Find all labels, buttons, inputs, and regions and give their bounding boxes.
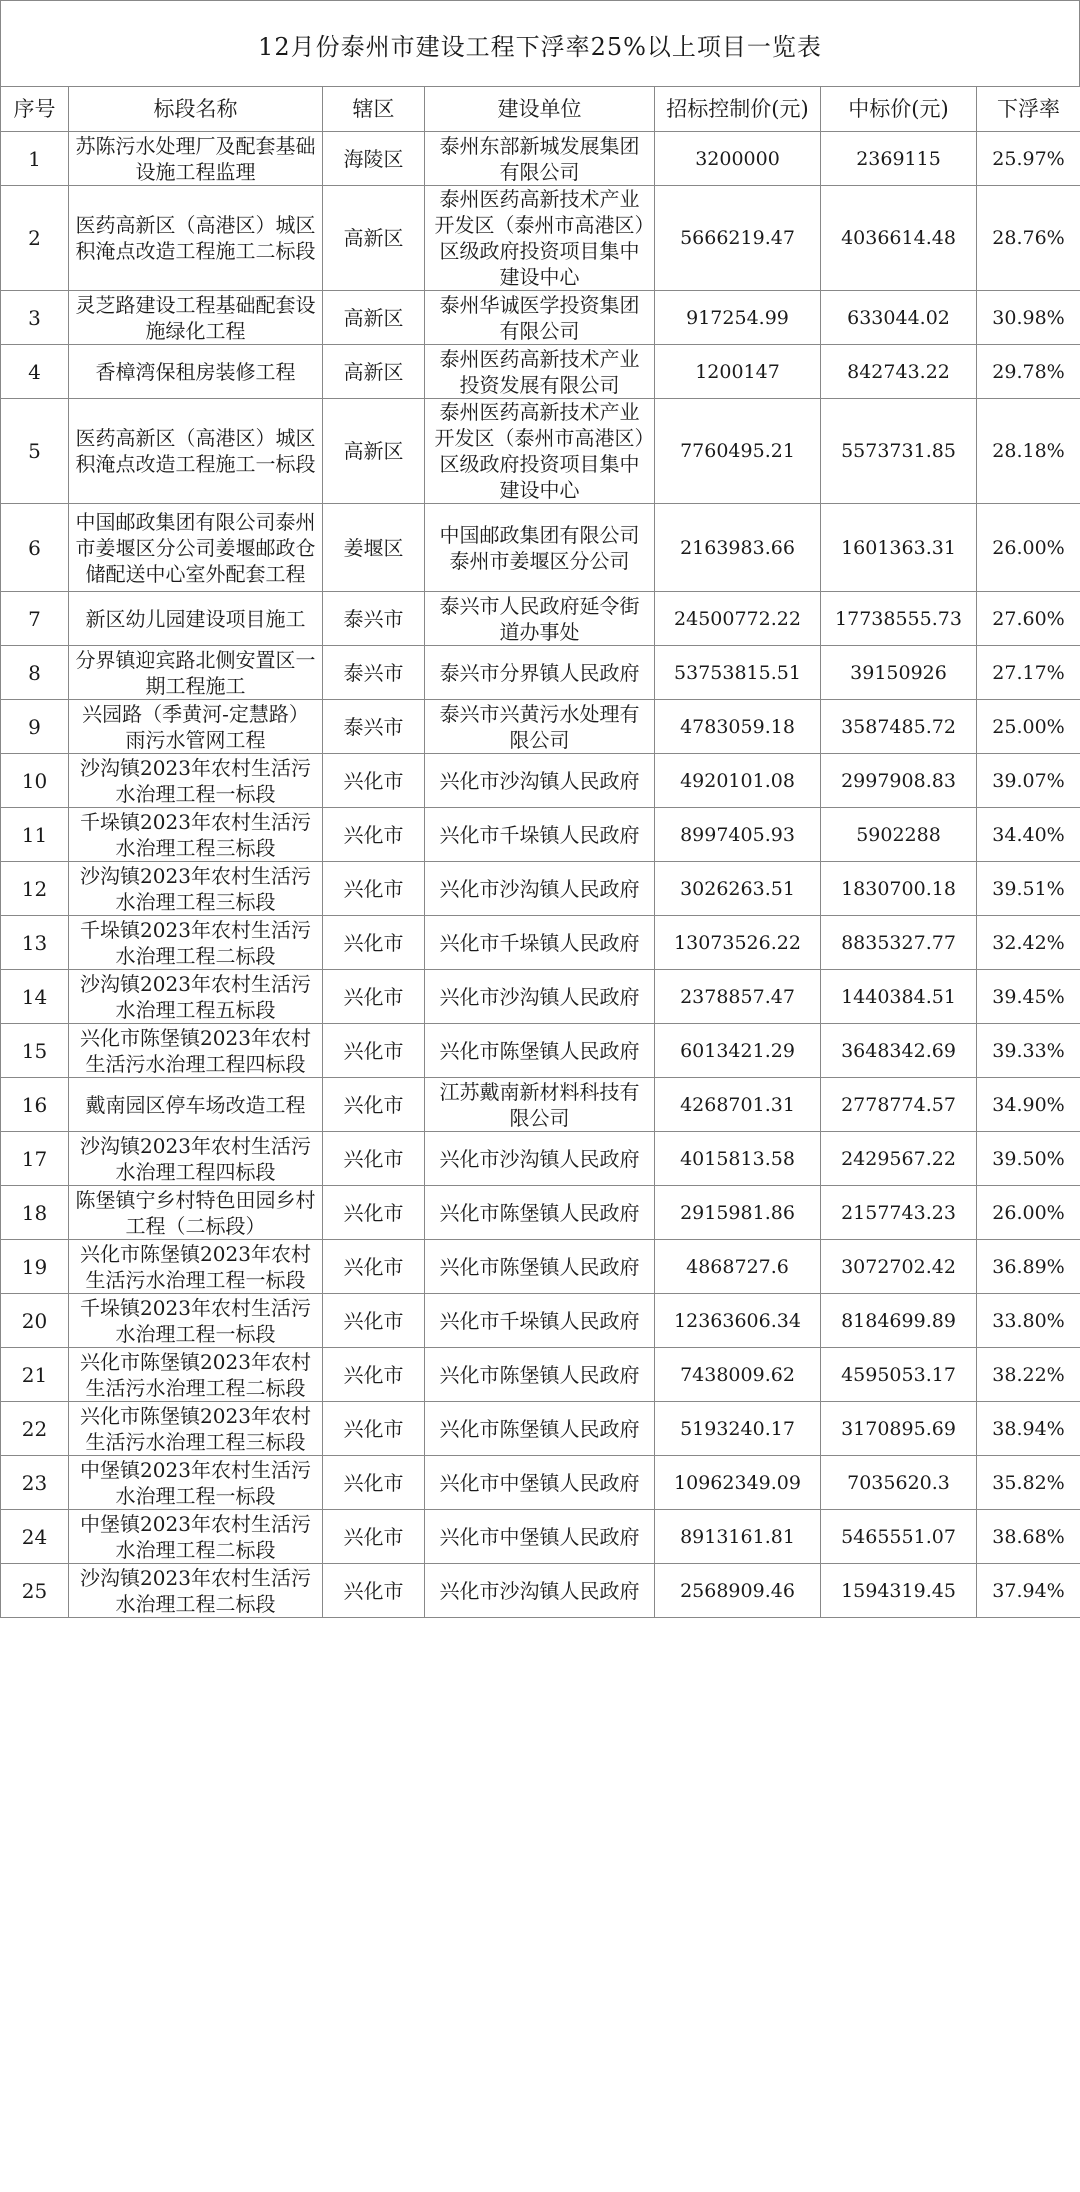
cell-rate: 39.50% xyxy=(977,1132,1080,1186)
cell-district: 兴化市 xyxy=(323,1510,425,1564)
cell-rate: 33.80% xyxy=(977,1294,1080,1348)
header-district: 辖区 xyxy=(323,87,425,132)
cell-district: 兴化市 xyxy=(323,1456,425,1510)
cell-builder: 兴化市沙沟镇人民政府 xyxy=(425,754,655,808)
table-row xyxy=(1,291,1080,345)
cell-control-price: 24500772.22 xyxy=(655,592,821,646)
cell-no: 25 xyxy=(1,1564,69,1618)
cell-name: 兴化市陈堡镇2023年农村生活污水治理工程三标段 xyxy=(69,1402,323,1456)
cell-builder: 兴化市沙沟镇人民政府 xyxy=(425,862,655,916)
cell-builder: 兴化市千垛镇人民政府 xyxy=(425,808,655,862)
cell-no: 7 xyxy=(1,592,69,646)
cell-rate: 28.76% xyxy=(977,186,1080,291)
cell-control-price: 8913161.81 xyxy=(655,1510,821,1564)
cell-no: 6 xyxy=(1,504,69,592)
cell-builder: 泰州东部新城发展集团有限公司 xyxy=(425,132,655,186)
cell-name: 中国邮政集团有限公司泰州市姜堰区分公司姜堰邮政仓储配送中心室外配套工程 xyxy=(69,504,323,592)
cell-control-price: 3026263.51 xyxy=(655,862,821,916)
cell-name: 灵芝路建设工程基础配套设施绿化工程 xyxy=(69,291,323,345)
table-row xyxy=(1,862,1080,916)
header-name: 标段名称 xyxy=(69,87,323,132)
cell-name: 苏陈污水处理厂及配套基础设施工程监理 xyxy=(69,132,323,186)
cell-control-price: 6013421.29 xyxy=(655,1024,821,1078)
header-builder: 建设单位 xyxy=(425,87,655,132)
cell-no: 19 xyxy=(1,1240,69,1294)
cell-bid-price: 1440384.51 xyxy=(821,970,977,1024)
cell-control-price: 5193240.17 xyxy=(655,1402,821,1456)
cell-no: 17 xyxy=(1,1132,69,1186)
cell-district: 姜堰区 xyxy=(323,504,425,592)
cell-control-price: 4015813.58 xyxy=(655,1132,821,1186)
cell-builder: 泰兴市兴黄污水处理有限公司 xyxy=(425,700,655,754)
cell-rate: 27.60% xyxy=(977,592,1080,646)
cell-no: 3 xyxy=(1,291,69,345)
projects-table xyxy=(0,86,1080,1618)
cell-name: 中堡镇2023年农村生活污水治理工程一标段 xyxy=(69,1456,323,1510)
cell-name: 千垛镇2023年农村生活污水治理工程一标段 xyxy=(69,1294,323,1348)
cell-builder: 兴化市千垛镇人民政府 xyxy=(425,916,655,970)
cell-builder: 泰州华诚医学投资集团有限公司 xyxy=(425,291,655,345)
cell-control-price: 7438009.62 xyxy=(655,1348,821,1402)
cell-name: 医药高新区（高港区）城区积淹点改造工程施工二标段 xyxy=(69,186,323,291)
cell-bid-price: 2429567.22 xyxy=(821,1132,977,1186)
cell-district: 兴化市 xyxy=(323,862,425,916)
cell-name: 沙沟镇2023年农村生活污水治理工程一标段 xyxy=(69,754,323,808)
cell-control-price: 8997405.93 xyxy=(655,808,821,862)
cell-rate: 32.42% xyxy=(977,916,1080,970)
cell-no: 12 xyxy=(1,862,69,916)
cell-rate: 39.51% xyxy=(977,862,1080,916)
cell-name: 沙沟镇2023年农村生活污水治理工程四标段 xyxy=(69,1132,323,1186)
cell-builder: 兴化市陈堡镇人民政府 xyxy=(425,1024,655,1078)
cell-no: 2 xyxy=(1,186,69,291)
table-row xyxy=(1,504,1080,592)
cell-builder: 兴化市沙沟镇人民政府 xyxy=(425,970,655,1024)
cell-name: 兴化市陈堡镇2023年农村生活污水治理工程二标段 xyxy=(69,1348,323,1402)
table-row xyxy=(1,399,1080,504)
cell-rate: 26.00% xyxy=(977,1186,1080,1240)
table-row xyxy=(1,916,1080,970)
cell-district: 兴化市 xyxy=(323,1132,425,1186)
cell-bid-price: 2997908.83 xyxy=(821,754,977,808)
cell-name: 沙沟镇2023年农村生活污水治理工程五标段 xyxy=(69,970,323,1024)
cell-control-price: 10962349.09 xyxy=(655,1456,821,1510)
cell-control-price: 3200000 xyxy=(655,132,821,186)
cell-district: 兴化市 xyxy=(323,1294,425,1348)
cell-no: 1 xyxy=(1,132,69,186)
cell-builder: 兴化市中堡镇人民政府 xyxy=(425,1456,655,1510)
cell-no: 23 xyxy=(1,1456,69,1510)
cell-bid-price: 39150926 xyxy=(821,646,977,700)
cell-bid-price: 17738555.73 xyxy=(821,592,977,646)
cell-bid-price: 633044.02 xyxy=(821,291,977,345)
cell-bid-price: 8184699.89 xyxy=(821,1294,977,1348)
header-row xyxy=(1,87,1080,132)
cell-district: 兴化市 xyxy=(323,808,425,862)
cell-district: 兴化市 xyxy=(323,1348,425,1402)
cell-district: 海陵区 xyxy=(323,132,425,186)
cell-rate: 38.68% xyxy=(977,1510,1080,1564)
table-row xyxy=(1,1564,1080,1618)
cell-district: 兴化市 xyxy=(323,1186,425,1240)
cell-bid-price: 5573731.85 xyxy=(821,399,977,504)
cell-no: 4 xyxy=(1,345,69,399)
header-control-price: 招标控制价(元) xyxy=(655,87,821,132)
cell-rate: 27.17% xyxy=(977,646,1080,700)
cell-name: 戴南园区停车场改造工程 xyxy=(69,1078,323,1132)
table-row xyxy=(1,132,1080,186)
cell-district: 泰兴市 xyxy=(323,592,425,646)
cell-name: 医药高新区（高港区）城区积淹点改造工程施工一标段 xyxy=(69,399,323,504)
cell-rate: 26.00% xyxy=(977,504,1080,592)
cell-control-price: 4783059.18 xyxy=(655,700,821,754)
cell-no: 10 xyxy=(1,754,69,808)
cell-name: 中堡镇2023年农村生活污水治理工程二标段 xyxy=(69,1510,323,1564)
cell-rate: 36.89% xyxy=(977,1240,1080,1294)
cell-name: 新区幼儿园建设项目施工 xyxy=(69,592,323,646)
cell-no: 18 xyxy=(1,1186,69,1240)
cell-name: 千垛镇2023年农村生活污水治理工程三标段 xyxy=(69,808,323,862)
cell-no: 21 xyxy=(1,1348,69,1402)
cell-no: 24 xyxy=(1,1510,69,1564)
cell-no: 14 xyxy=(1,970,69,1024)
cell-name: 沙沟镇2023年农村生活污水治理工程二标段 xyxy=(69,1564,323,1618)
cell-bid-price: 3170895.69 xyxy=(821,1402,977,1456)
cell-no: 5 xyxy=(1,399,69,504)
cell-no: 9 xyxy=(1,700,69,754)
table-row xyxy=(1,808,1080,862)
cell-rate: 28.18% xyxy=(977,399,1080,504)
cell-no: 16 xyxy=(1,1078,69,1132)
cell-builder: 兴化市陈堡镇人民政府 xyxy=(425,1240,655,1294)
table-row xyxy=(1,1024,1080,1078)
cell-bid-price: 3648342.69 xyxy=(821,1024,977,1078)
cell-no: 15 xyxy=(1,1024,69,1078)
header-rate: 下浮率 xyxy=(977,87,1080,132)
table-row xyxy=(1,646,1080,700)
cell-builder: 兴化市中堡镇人民政府 xyxy=(425,1510,655,1564)
table-row xyxy=(1,1510,1080,1564)
cell-rate: 35.82% xyxy=(977,1456,1080,1510)
cell-name: 分界镇迎宾路北侧安置区一期工程施工 xyxy=(69,646,323,700)
cell-bid-price: 1594319.45 xyxy=(821,1564,977,1618)
cell-name: 兴园路（季黄河-定慧路）雨污水管网工程 xyxy=(69,700,323,754)
cell-builder: 兴化市陈堡镇人民政府 xyxy=(425,1186,655,1240)
cell-bid-price: 4036614.48 xyxy=(821,186,977,291)
table-row xyxy=(1,754,1080,808)
cell-district: 兴化市 xyxy=(323,754,425,808)
cell-name: 兴化市陈堡镇2023年农村生活污水治理工程四标段 xyxy=(69,1024,323,1078)
cell-district: 高新区 xyxy=(323,186,425,291)
table-row xyxy=(1,700,1080,754)
cell-control-price: 12363606.34 xyxy=(655,1294,821,1348)
table-row xyxy=(1,1078,1080,1132)
cell-district: 兴化市 xyxy=(323,1402,425,1456)
cell-bid-price: 2778774.57 xyxy=(821,1078,977,1132)
table-row xyxy=(1,1348,1080,1402)
cell-control-price: 5666219.47 xyxy=(655,186,821,291)
header-no: 序号 xyxy=(1,87,69,132)
table-row xyxy=(1,1132,1080,1186)
cell-district: 兴化市 xyxy=(323,1024,425,1078)
table-row xyxy=(1,1294,1080,1348)
cell-name: 沙沟镇2023年农村生活污水治理工程三标段 xyxy=(69,862,323,916)
cell-bid-price: 1601363.31 xyxy=(821,504,977,592)
cell-no: 20 xyxy=(1,1294,69,1348)
table-row xyxy=(1,345,1080,399)
cell-rate: 38.22% xyxy=(977,1348,1080,1402)
table-row xyxy=(1,1402,1080,1456)
cell-control-price: 4920101.08 xyxy=(655,754,821,808)
cell-district: 兴化市 xyxy=(323,1078,425,1132)
cell-rate: 34.90% xyxy=(977,1078,1080,1132)
cell-control-price: 2378857.47 xyxy=(655,970,821,1024)
cell-bid-price: 3587485.72 xyxy=(821,700,977,754)
cell-builder: 江苏戴南新材料科技有限公司 xyxy=(425,1078,655,1132)
cell-builder: 泰兴市人民政府延令街道办事处 xyxy=(425,592,655,646)
cell-bid-price: 7035620.3 xyxy=(821,1456,977,1510)
cell-name: 兴化市陈堡镇2023年农村生活污水治理工程一标段 xyxy=(69,1240,323,1294)
cell-builder: 中国邮政集团有限公司泰州市姜堰区分公司 xyxy=(425,504,655,592)
cell-bid-price: 3072702.42 xyxy=(821,1240,977,1294)
cell-bid-price: 2369115 xyxy=(821,132,977,186)
header-bid-price: 中标价(元) xyxy=(821,87,977,132)
cell-builder: 兴化市陈堡镇人民政府 xyxy=(425,1402,655,1456)
cell-rate: 39.33% xyxy=(977,1024,1080,1078)
cell-district: 兴化市 xyxy=(323,970,425,1024)
cell-control-price: 2163983.66 xyxy=(655,504,821,592)
cell-no: 13 xyxy=(1,916,69,970)
cell-no: 8 xyxy=(1,646,69,700)
cell-rate: 38.94% xyxy=(977,1402,1080,1456)
page-title: 12月份泰州市建设工程下浮率25%以上项目一览表 xyxy=(0,0,1080,87)
table-row xyxy=(1,186,1080,291)
cell-builder: 兴化市千垛镇人民政府 xyxy=(425,1294,655,1348)
cell-rate: 25.97% xyxy=(977,132,1080,186)
cell-name: 香樟湾保租房装修工程 xyxy=(69,345,323,399)
cell-rate: 39.07% xyxy=(977,754,1080,808)
cell-control-price: 7760495.21 xyxy=(655,399,821,504)
cell-district: 高新区 xyxy=(323,345,425,399)
cell-control-price: 53753815.51 xyxy=(655,646,821,700)
cell-rate: 30.98% xyxy=(977,291,1080,345)
cell-district: 兴化市 xyxy=(323,916,425,970)
cell-control-price: 2915981.86 xyxy=(655,1186,821,1240)
cell-bid-price: 842743.22 xyxy=(821,345,977,399)
cell-rate: 39.45% xyxy=(977,970,1080,1024)
table-row xyxy=(1,970,1080,1024)
cell-builder: 兴化市陈堡镇人民政府 xyxy=(425,1348,655,1402)
cell-bid-price: 2157743.23 xyxy=(821,1186,977,1240)
cell-builder: 兴化市沙沟镇人民政府 xyxy=(425,1564,655,1618)
cell-district: 高新区 xyxy=(323,291,425,345)
cell-bid-price: 4595053.17 xyxy=(821,1348,977,1402)
cell-builder: 泰州医药高新技术产业开发区（泰州市高港区）区级政府投资项目集中建设中心 xyxy=(425,399,655,504)
cell-bid-price: 5465551.07 xyxy=(821,1510,977,1564)
cell-district: 泰兴市 xyxy=(323,646,425,700)
cell-rate: 34.40% xyxy=(977,808,1080,862)
cell-bid-price: 1830700.18 xyxy=(821,862,977,916)
cell-bid-price: 5902288 xyxy=(821,808,977,862)
cell-district: 兴化市 xyxy=(323,1240,425,1294)
cell-no: 11 xyxy=(1,808,69,862)
table-row xyxy=(1,1456,1080,1510)
cell-district: 兴化市 xyxy=(323,1564,425,1618)
cell-control-price: 1200147 xyxy=(655,345,821,399)
cell-builder: 泰兴市分界镇人民政府 xyxy=(425,646,655,700)
cell-control-price: 2568909.46 xyxy=(655,1564,821,1618)
cell-builder: 泰州医药高新技术产业投资发展有限公司 xyxy=(425,345,655,399)
table-row xyxy=(1,1186,1080,1240)
table-row xyxy=(1,592,1080,646)
cell-rate: 25.00% xyxy=(977,700,1080,754)
cell-rate: 37.94% xyxy=(977,1564,1080,1618)
cell-control-price: 917254.99 xyxy=(655,291,821,345)
cell-rate: 29.78% xyxy=(977,345,1080,399)
cell-no: 22 xyxy=(1,1402,69,1456)
cell-district: 泰兴市 xyxy=(323,700,425,754)
cell-builder: 兴化市沙沟镇人民政府 xyxy=(425,1132,655,1186)
cell-builder: 泰州医药高新技术产业开发区（泰州市高港区）区级政府投资项目集中建设中心 xyxy=(425,186,655,291)
cell-name: 千垛镇2023年农村生活污水治理工程二标段 xyxy=(69,916,323,970)
cell-control-price: 4268701.31 xyxy=(655,1078,821,1132)
cell-district: 高新区 xyxy=(323,399,425,504)
cell-control-price: 4868727.6 xyxy=(655,1240,821,1294)
cell-name: 陈堡镇宁乡村特色田园乡村工程（二标段） xyxy=(69,1186,323,1240)
cell-bid-price: 8835327.77 xyxy=(821,916,977,970)
cell-control-price: 13073526.22 xyxy=(655,916,821,970)
table-row xyxy=(1,1240,1080,1294)
